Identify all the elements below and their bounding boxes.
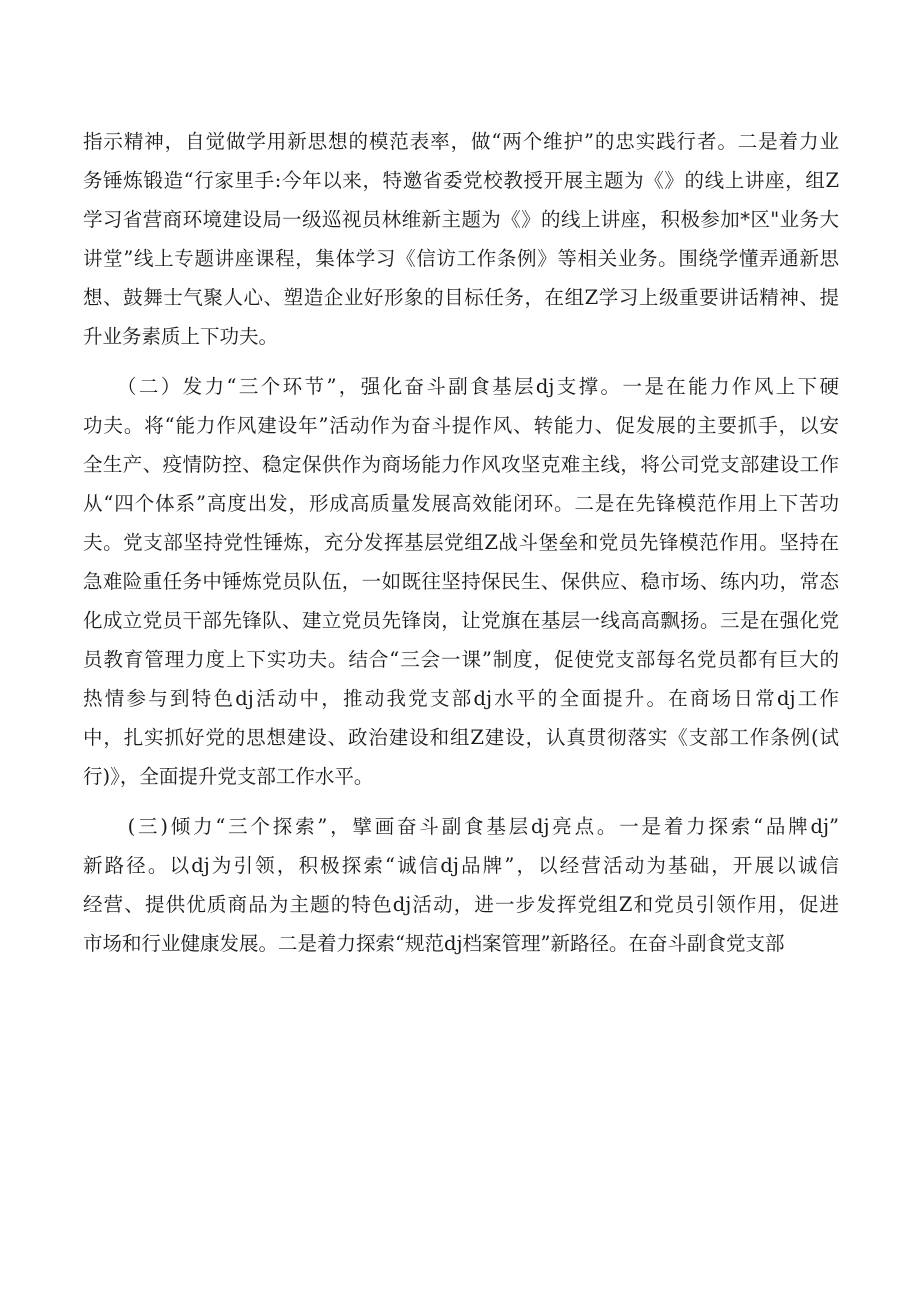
text-line: 指示精神，自觉做学用新思想的模范表率，做“两个维护”的忠实践行者。二是着力业: [83, 130, 839, 153]
text-line: 升业务素质上下功夫。: [83, 325, 279, 348]
text-line: 中，扎实抓好党的思想建设、政治建设和组Z建设，认真贯彻落实《支部工作条例(试: [83, 726, 839, 749]
text-line: 学习省营商环境建设局一级巡视员林维新主题为《》的线上讲座，积极参加*区"业务大: [83, 208, 839, 231]
text-line: 夫。党支部坚持党性锤炼，充分发挥基层党组Z战斗堡垒和党员先锋模范作用。坚持在: [83, 531, 839, 554]
text-line: 全生产、疫情防控、稳定保供作为商场能力作风攻坚克难主线，将公司党支部建设工作: [83, 453, 839, 476]
text-line: 想、鼓舞士气聚人心、塑造企业好形象的目标任务，在组Z学习上级重要讲话精神、提: [83, 286, 839, 309]
text-line: 热情参与到特色dj活动中，推动我党支部dj水平的全面提升。在商场日常dj工作: [83, 687, 839, 710]
text-line: 经营、提供优质商品为主题的特色dj活动，进一步发挥党组Z和党员引领作用，促进: [83, 893, 839, 916]
paragraph: [83, 807, 839, 963]
text-line: （二）发力“三个环节”，强化奋斗副食基层dj支撑。一是在能力作风上下硬: [83, 375, 839, 398]
text-line: (三)倾力“三个探索”，擘画奋斗副食基层dj亮点。一是着力探索“品牌dj”: [83, 815, 839, 838]
paragraph: [83, 122, 839, 356]
text-line: 功夫。将“能力作风建设年”活动作为奋斗提作风、转能力、促发展的主要抓手，以安: [83, 414, 839, 437]
text-line: 行)》，全面提升党支部工作水平。: [83, 765, 374, 788]
text-line: 市场和行业健康发展。二是着力探索“规范dj档案管理”新路径。在奋斗副食党支部: [83, 932, 785, 955]
text-line: 从“四个体系”高度出发，形成高质量发展高效能闭环。二是在先锋模范作用上下苦功: [83, 492, 839, 515]
document-body: [83, 122, 839, 963]
text-line: 急难险重任务中锤炼党员队伍，一如既往坚持保民生、保供应、稳市场、练内功，常态: [83, 570, 839, 593]
text-line: 务锤炼锻造“行家里手:今年以来，特邀省委党校教授开展主题为《》的线上讲座，组Z: [83, 169, 839, 192]
paragraph-gap: [83, 796, 839, 807]
paragraph: [83, 367, 839, 796]
text-line: 化成立党员干部先锋队、建立党员先锋岗，让党旗在基层一线高高飘扬。三是在强化党: [83, 609, 839, 632]
paragraph-gap: [83, 356, 839, 367]
text-line: 新路径。以dj为引领，积极探索“诚信dj品牌”，以经营活动为基础，开展以诚信: [83, 854, 839, 877]
text-line: 员教育管理力度上下实功夫。结合“三会一课”制度，促使党支部每名党员都有巨大的: [83, 648, 839, 671]
text-line: 讲堂”线上专题讲座课程，集体学习《信访工作条例》等相关业务。围绕学懂弄通新思: [83, 247, 839, 270]
